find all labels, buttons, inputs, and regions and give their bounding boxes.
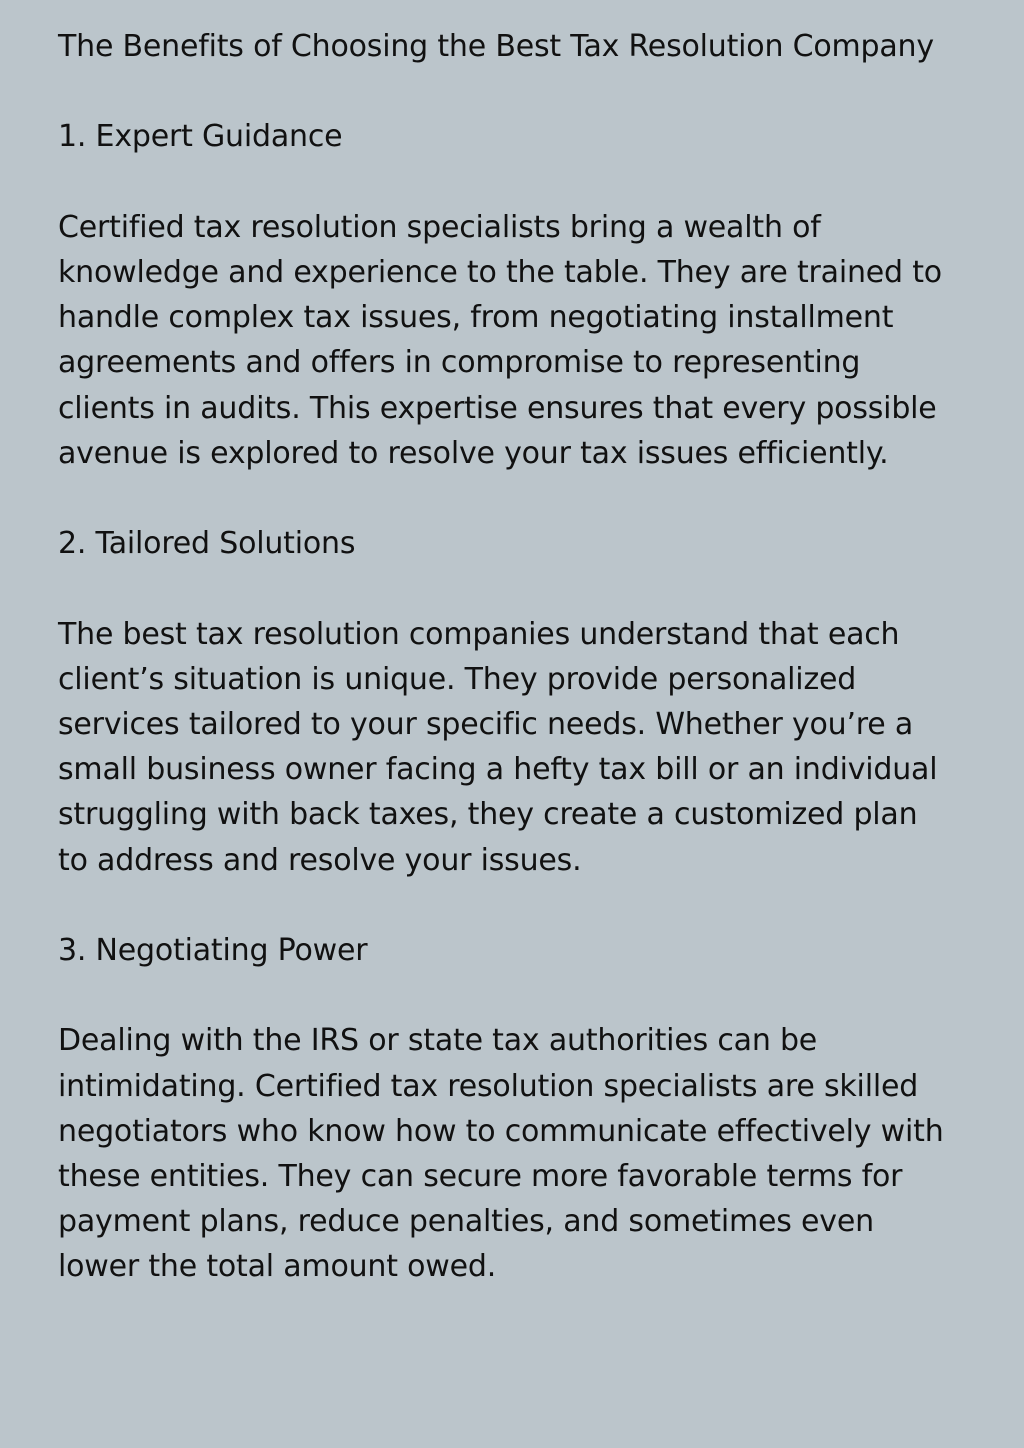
section-heading-negotiating-power: 3. Negotiating Power	[58, 932, 368, 968]
spacer	[58, 566, 944, 611]
spacer	[58, 973, 944, 1018]
section-body-negotiating-power: Dealing with the IRS or state tax authorities can be intimidating. Certified tax resolution specialists are skilled negotiators who know how to communicate effectively with these entities. They can secure more favorable terms for payment plans, reduce penalties, and sometimes even lower the total amount owed.	[58, 1023, 944, 1285]
spacer	[58, 160, 944, 205]
spacer	[58, 69, 944, 114]
document-title: The Benefits of Choosing the Best Tax Resolution Company	[58, 29, 934, 64]
section-heading-expert-guidance: 1. Expert Guidance	[58, 119, 343, 155]
section-body-expert-guidance: Certified tax resolution specialists bring a wealth of knowledge and experience to the table. They are trained to handle complex tax issues, from negotiating installment agreements and offers in compromise to representing clients in audits. This expertise ensures that every possible avenue is explored to resolve your tax issues efficiently.	[58, 209, 942, 471]
spacer	[58, 883, 944, 928]
section-heading-tailored-solutions: 2. Tailored Solutions	[58, 526, 356, 562]
spacer	[58, 476, 944, 521]
section-body-tailored-solutions: The best tax resolution companies understand that each client’s situation is unique. They provide personalized services tailored to your specific needs. Whether you’re a small business owner facing a hefty tax bill or an individual struggling with back taxes, they create a customized plan to address and resolve your issues.	[58, 616, 938, 878]
